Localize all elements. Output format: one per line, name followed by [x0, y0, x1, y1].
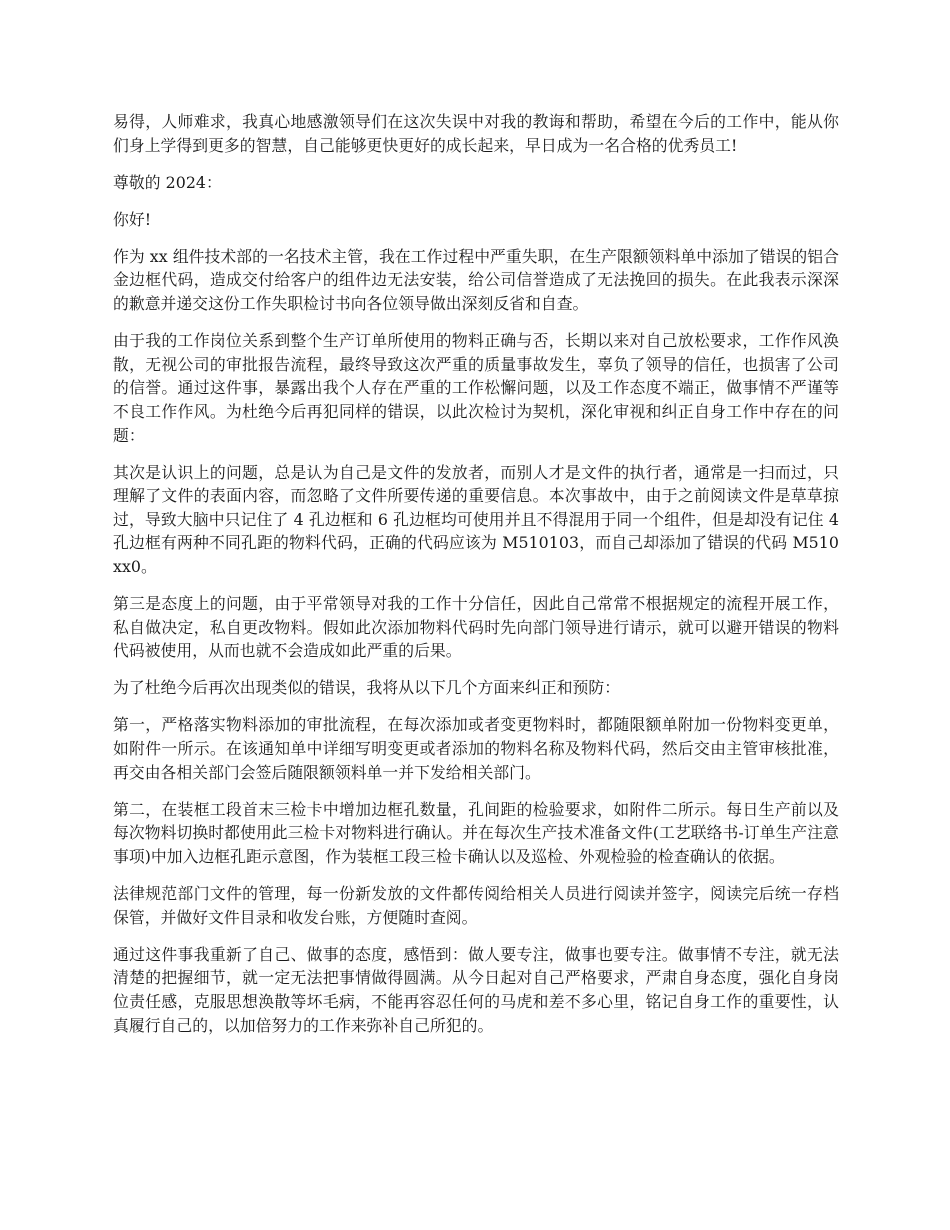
greeting: 你好! — [113, 209, 152, 229]
paragraph-third-issue: 第三是态度上的问题，由于平常领导对我的工作十分信任，因此自己常常不根据规定的流程开展工作，私自做决定，私自更改物料。假如此次添加物料代码时先向部门领导进行请示，就可以避开错误的物料代码被使用，从而也就不会造成如此严重的后果。 — [113, 594, 839, 661]
salutation: 尊敬的 2024： — [113, 172, 222, 192]
paragraph-prevention-intro: 为了杜绝今后再次出现类似的错误，我将从以下几个方面来纠正和预防： — [113, 678, 621, 698]
paragraph-document-management: 法律规范部门文件的管理，每一份新发放的文件都传阅给相关人员进行阅读并签字，阅读完后统一存档保管，并做好文件目录和收发台账，方便随时查阅。 — [113, 884, 839, 927]
paragraph-measure-two: 第二，在装框工段首末三检卡中增加边框孔数量，孔间距的检验要求，如附件二所示。每日生产前以及每次物料切换时都使用此三检卡对物料进行确认。并在每次生产技术准备文件(工艺联络书-订单生产注意事项)中加入边框孔距示意图，作为装框工段三检卡确认以及巡检、外观检验的检查确认的依据。 — [113, 799, 839, 866]
paragraph-opening-continuation: 易得，人师难求，我真心地感激领导们在这次失误中对我的教诲和帮助，希望在今后的工作中，能从你们身上学得到更多的智慧，自己能够更快更好的成长起来，早日成为一名合格的优秀员工! — [113, 112, 839, 155]
paragraph-reason: 由于我的工作岗位关系到整个生产订单所使用的物料正确与否，长期以来对自己放松要求，工作作风涣散，无视公司的审批报告流程，最终导致这次严重的质量事故发生，辜负了领导的信任，也损害了公司的信誉。通过这件事，暴露出我个人存在严重的工作松懈问题，以及工作态度不端正，做事情不严谨等不良工作作风。为杜绝今后再犯同样的错误，以此次检讨为契机，深化审视和纠正自身工作中存在的问题： — [113, 331, 839, 445]
paragraph-second-issue: 其次是认识上的问题，总是认为自己是文件的发放者，而别人才是文件的执行者，通常是一扫而过，只理解了文件的表面内容，而忽略了文件所要传递的重要信息。本次事故中，由于之前阅读文件是草草掠过，导致大脑中只记住了 4 孔边框和 6 孔边框均可使用并且不得混用于同一个组件，但是却没有记住 4 孔边框有两种不同孔距的物料代码，正确的代码应该为 M510103，而自己却添加了错误的代码 M510xx0。 — [113, 462, 839, 576]
paragraph-measure-one: 第一，严格落实物料添加的审批流程，在每次添加或者变更物料时，都随限额单附加一份物料变更单，如附件一所示。在该通知单中详细写明变更或者添加的物料名称及物料代码，然后交由主管审核批准，再交由各相关部门会签后随限额领料单一并下发给相关部门。 — [113, 715, 839, 782]
paragraph-conclusion: 通过这件事我重新了自己、做事的态度，感悟到：做人要专注，做事也要专注。做事情不专注，就无法清楚的把握细节，就一定无法把事情做得圆满。从今日起对自己严格要求，严肃自身态度，强化自身岗位责任感，克服思想涣散等坏毛病，不能再容忍任何的马虎和差不多心里，铭记自身工作的重要性，认真履行自己的，以加倍努力的工作来弥补自己所犯的。 — [113, 944, 839, 1035]
paragraph-introduction: 作为 xx 组件技术部的一名技术主管，我在工作过程中严重失职，在生产限额领料单中添加了错误的铝合金边框代码，造成交付给客户的组件边无法安装，给公司信誉造成了无法挽回的损失。在此我表示深深的歉意并递交这份工作失职检讨书向各位领导做出深刻反省和自查。 — [113, 246, 839, 314]
document-page — [113, 110, 839, 1051]
